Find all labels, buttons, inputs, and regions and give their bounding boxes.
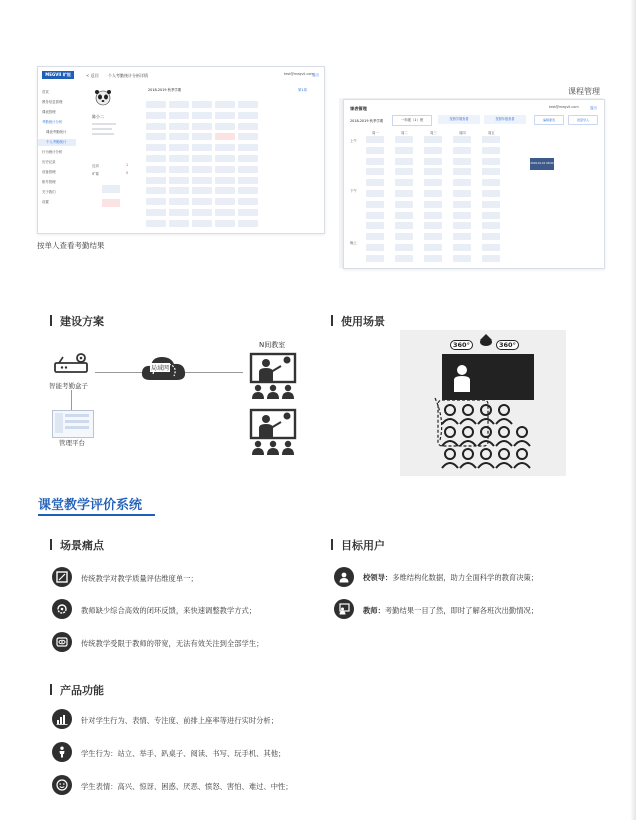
sidebar-item[interactable]: 关于我们 [42, 190, 56, 194]
timetable-cell[interactable] [215, 112, 235, 119]
day-header: 周五 [488, 131, 495, 135]
day-header: 周四 [459, 131, 466, 135]
course-user-email: test@megvii.com [549, 105, 579, 109]
timetable-cell[interactable] [453, 255, 471, 262]
timetable-cell[interactable] [482, 147, 500, 154]
timetable-cell[interactable] [366, 222, 384, 229]
timetable-cell[interactable] [395, 168, 413, 175]
timetable-cell[interactable] [395, 190, 413, 197]
construction-heading: 建设方案 [50, 313, 104, 329]
attendance-screenshot [37, 66, 325, 234]
target-user-desc: 考勤结果一目了然，即时了解各班次出勤情况； [384, 606, 539, 615]
timetable-cell[interactable] [192, 220, 212, 227]
timetable-cell[interactable] [453, 222, 471, 229]
late-label: 迟到 [92, 164, 99, 168]
sidebar-item[interactable]: 历史记录 [42, 160, 56, 164]
timetable-cell[interactable] [146, 123, 166, 130]
timetable-cell[interactable] [453, 190, 471, 197]
day-header: 周一 [372, 131, 379, 135]
timetable-cell[interactable] [482, 190, 500, 197]
feedback-loop-icon [52, 599, 72, 619]
timetable-cell[interactable] [169, 112, 189, 119]
sidebar-item[interactable]: 行为统计分析 [42, 150, 63, 154]
timetable-cell[interactable] [395, 255, 413, 262]
product-features-heading: 产品功能 [50, 682, 104, 698]
timetable-cell[interactable] [424, 190, 442, 197]
timetable-cell[interactable] [146, 187, 166, 194]
logout-link[interactable]: 退出 [312, 73, 319, 77]
period-afternoon: 下午 [350, 189, 357, 193]
page-edge [630, 0, 636, 820]
timetable-cell[interactable] [215, 155, 235, 162]
sidebar-item[interactable]: 设备管理 [42, 170, 56, 174]
camera-angle-right: 360° [496, 340, 519, 350]
teacher-icon [334, 599, 354, 619]
timetable-cell[interactable] [238, 177, 258, 184]
course-logout[interactable]: 退出 [590, 106, 597, 110]
timetable-cell[interactable] [366, 190, 384, 197]
timetable-cell[interactable] [453, 136, 471, 143]
timetable-cell[interactable] [169, 187, 189, 194]
timetable-cell[interactable] [395, 158, 413, 165]
attendance-caption: 按单人查看考勤结果 [37, 241, 105, 250]
timetable-cell[interactable] [169, 144, 189, 151]
timetable-cell[interactable] [215, 187, 235, 194]
absent-count: 5 [126, 171, 129, 175]
management-platform-label: 管理平台 [59, 439, 85, 447]
timetable-cell[interactable] [169, 209, 189, 216]
late-count: 1 [126, 163, 129, 167]
timetable-cell[interactable] [192, 112, 212, 119]
timetable-cell[interactable] [238, 123, 258, 130]
timetable-cell[interactable] [215, 209, 235, 216]
timetable-cell[interactable] [395, 212, 413, 219]
timetable-cell[interactable] [192, 166, 212, 173]
product-feature-text: 学生行为：站立、举手、趴桌子、阅读、书写、玩手机、其他； [81, 749, 286, 758]
timetable-cell[interactable] [169, 166, 189, 173]
timetable-cell[interactable] [238, 144, 258, 151]
timetable-cell[interactable] [192, 123, 212, 130]
sidebar-item[interactable]: 考勤统计分析 [42, 120, 63, 124]
timetable-cell[interactable] [146, 166, 166, 173]
timetable-cell[interactable] [215, 198, 235, 205]
timetable-cell[interactable] [366, 158, 384, 165]
target-user-role: 校领导： [363, 573, 393, 582]
week-selector[interactable]: 第1周 [298, 88, 307, 92]
day-header: 周二 [401, 131, 408, 135]
timetable-cell[interactable] [169, 101, 189, 108]
period-morning: 上午 [350, 139, 357, 143]
logo: MEGVII 旷视 [42, 71, 74, 79]
timetable-cell[interactable] [215, 177, 235, 184]
timetable-cell[interactable] [424, 158, 442, 165]
target-user-text [363, 573, 538, 583]
timetable-cell[interactable] [482, 168, 500, 175]
timetable-cell[interactable] [424, 136, 442, 143]
student-emotion-icon [52, 775, 72, 795]
timetable-cell[interactable] [366, 147, 384, 154]
timetable-cell[interactable] [395, 222, 413, 229]
student-name: 陈小二 [92, 114, 104, 119]
timetable-cell[interactable] [366, 233, 384, 240]
timetable-cell[interactable] [395, 233, 413, 240]
school-leader-icon [334, 567, 354, 587]
timetable-cell[interactable] [192, 101, 212, 108]
timetable-cell[interactable] [424, 233, 442, 240]
timetable-cell[interactable] [453, 233, 471, 240]
timetable-cell[interactable] [192, 209, 212, 216]
sidebar [38, 85, 78, 233]
target-user-desc: 多维结构化数据，助力全面科学的教育决策； [392, 573, 539, 582]
timetable-cell[interactable] [169, 220, 189, 227]
back-link[interactable]: < 返回 [86, 73, 99, 78]
timetable-cell[interactable] [395, 201, 413, 208]
timetable-cell[interactable] [238, 166, 258, 173]
tab-by-semester[interactable]: 按照学期查看 [438, 115, 480, 124]
product-feature-text: 学生表情：高兴、惊讶、困惑、厌恶、愤怒、害怕、难过、中性； [81, 782, 293, 791]
timetable-grid [146, 95, 294, 231]
timetable-cell[interactable] [424, 168, 442, 175]
timetable-cell[interactable] [453, 212, 471, 219]
course-management-caption: 课程管理 [568, 87, 600, 96]
student-behavior-icon [52, 742, 72, 762]
timetable-cell[interactable] [424, 222, 442, 229]
connector-vertical [71, 390, 72, 410]
timetable-cell[interactable] [366, 201, 384, 208]
sidebar-item-active[interactable]: 个人考勤统计 [38, 139, 76, 146]
attendance-box-label: 智能考勤盒子 [49, 382, 88, 390]
sidebar-item[interactable]: 课表考勤统计 [46, 130, 67, 134]
timetable-cell[interactable] [146, 220, 166, 227]
tab-by-grade[interactable]: 按照年级查看 [484, 115, 526, 124]
sidebar-item[interactable]: 设置 [42, 200, 49, 204]
timetable-cell[interactable] [192, 198, 212, 205]
timetable-cell[interactable] [366, 212, 384, 219]
timetable-cell[interactable] [215, 101, 235, 108]
management-platform-icon [52, 410, 94, 438]
timetable-cell[interactable] [482, 233, 500, 240]
timetable-cell[interactable] [482, 201, 500, 208]
timetable-cell[interactable] [146, 144, 166, 151]
timetable-cell[interactable] [169, 133, 189, 140]
timetable-cell[interactable] [395, 244, 413, 251]
timetable-cell[interactable] [192, 187, 212, 194]
day-header: 周三 [430, 131, 437, 135]
timetable-cell[interactable] [238, 101, 258, 108]
pain-point-text: 教师缺少综合高效的闭环反馈，来快速调整教学方式； [81, 606, 257, 615]
section-title: 课堂教学评价系统 [38, 498, 143, 513]
lan-cloud-icon [138, 352, 190, 392]
period-evening: 晚上 [350, 241, 357, 245]
target-users-heading: 目标用户 [331, 537, 385, 553]
timetable-cell[interactable] [146, 198, 166, 205]
timetable-cell[interactable] [169, 198, 189, 205]
timetable-cell[interactable] [366, 179, 384, 186]
timetable-cell[interactable] [238, 133, 258, 140]
classroom-icon [247, 406, 299, 462]
timetable-cell[interactable] [453, 201, 471, 208]
status-badge [102, 185, 120, 193]
product-feature-text: 针对学生行为、表情、专注度、前排上座率等进行实时分析； [81, 716, 279, 725]
timetable-cell[interactable] [453, 168, 471, 175]
timetable-cell[interactable] [215, 144, 235, 151]
pain-point-text: 传统教学对教学质量评估维度单一； [81, 574, 198, 583]
timetable-cell[interactable] [192, 133, 212, 140]
user-email: test@megvii.com [284, 72, 314, 76]
timetable-cell[interactable] [482, 255, 500, 262]
timetable-cell[interactable] [146, 209, 166, 216]
page-title: 个人考勤统计分析详情 [108, 73, 148, 78]
course-page-title: 课表管理 [350, 106, 367, 111]
grade-select[interactable]: 一年级（1）班 [392, 115, 432, 126]
sidebar-item[interactable]: 首页 [42, 90, 49, 94]
pain-point-text: 传统教学受限于教师的带宽，无法有效关注到全部学生； [81, 639, 264, 648]
timetable-cell[interactable] [146, 112, 166, 119]
timetable-cell[interactable] [238, 112, 258, 119]
timetable-cell[interactable] [366, 168, 384, 175]
sidebar-item[interactable]: 课表管理 [42, 110, 56, 114]
timetable-cell[interactable] [146, 155, 166, 162]
timetable-cell[interactable] [238, 155, 258, 162]
timetable-cell[interactable] [482, 179, 500, 186]
batch-import-button[interactable]: 批量导入 [568, 115, 598, 125]
timetable-cell[interactable] [238, 220, 258, 227]
usage-heading: 使用场景 [331, 313, 385, 329]
classroom-count-label: N间教室 [259, 341, 286, 349]
timetable-cell[interactable] [215, 166, 235, 173]
timetable-cell[interactable] [453, 158, 471, 165]
timetable-cell[interactable] [482, 212, 500, 219]
timetable-cell[interactable] [192, 177, 212, 184]
timetable-cell[interactable] [169, 155, 189, 162]
course-screenshot [343, 99, 605, 269]
timetable-cell[interactable] [395, 136, 413, 143]
timetable-cell[interactable] [215, 133, 235, 140]
avatar [92, 89, 114, 109]
timetable-cell[interactable] [366, 136, 384, 143]
lan-label: 局域网 [151, 365, 170, 372]
sidebar-item[interactable]: 账号管理 [42, 180, 56, 184]
timetable-cell[interactable] [482, 244, 500, 251]
timetable-cell[interactable] [482, 222, 500, 229]
analytics-chart-icon [52, 709, 72, 729]
section-title-underline [38, 514, 155, 516]
timetable-cell[interactable] [424, 201, 442, 208]
timetable-cell[interactable] [453, 179, 471, 186]
timetable-cell[interactable] [395, 179, 413, 186]
timetable-cell[interactable] [424, 255, 442, 262]
timetable-cell[interactable] [395, 147, 413, 154]
timetable-cell[interactable] [146, 177, 166, 184]
attention-eye-icon [52, 632, 72, 652]
time-popup[interactable]: 2018-01-01 08:00 [530, 158, 554, 170]
timetable-cell[interactable] [192, 155, 212, 162]
pain-points-heading: 场景痛点 [50, 537, 104, 553]
timetable-cell[interactable] [169, 177, 189, 184]
sidebar-item[interactable]: 教务信息管理 [42, 100, 63, 104]
timetable-cell[interactable] [215, 220, 235, 227]
timetable-cell[interactable] [169, 123, 189, 130]
timetable-cell[interactable] [424, 147, 442, 154]
classroom-icon [247, 350, 299, 406]
timetable-cell[interactable] [238, 187, 258, 194]
timetable-cell[interactable] [482, 158, 500, 165]
timetable-cell[interactable] [482, 136, 500, 143]
course-semester-select[interactable]: 2018-2019 秋季学期 [350, 119, 384, 123]
timetable-cell[interactable] [366, 244, 384, 251]
semester-select[interactable]: 2018-2019 秋季学期 [148, 88, 182, 92]
timetable-cell[interactable] [192, 144, 212, 151]
timetable-cell[interactable] [146, 101, 166, 108]
edit-timetable-button[interactable]: 编辑课表 [534, 115, 564, 125]
timetable-cell[interactable] [238, 209, 258, 216]
timetable-cell[interactable] [238, 198, 258, 205]
status-badge-alert [102, 199, 120, 207]
evaluation-icon [52, 567, 72, 587]
timetable-cell[interactable] [453, 244, 471, 251]
timetable-cell[interactable] [146, 133, 166, 140]
timetable-cell[interactable] [424, 212, 442, 219]
timetable-cell[interactable] [453, 147, 471, 154]
info-lines [92, 123, 122, 135]
usage-scene-illustration [400, 330, 566, 476]
timetable-cell[interactable] [424, 244, 442, 251]
timetable-cell[interactable] [215, 123, 235, 130]
target-user-text [363, 606, 538, 616]
course-grid [366, 130, 596, 262]
timetable-cell[interactable] [366, 255, 384, 262]
attendance-box-icon [53, 351, 91, 381]
absent-label: 旷课 [92, 172, 99, 176]
target-user-role: 教师： [363, 606, 385, 615]
timetable-cell[interactable] [424, 179, 442, 186]
camera-angle-left: 360° [450, 340, 473, 350]
